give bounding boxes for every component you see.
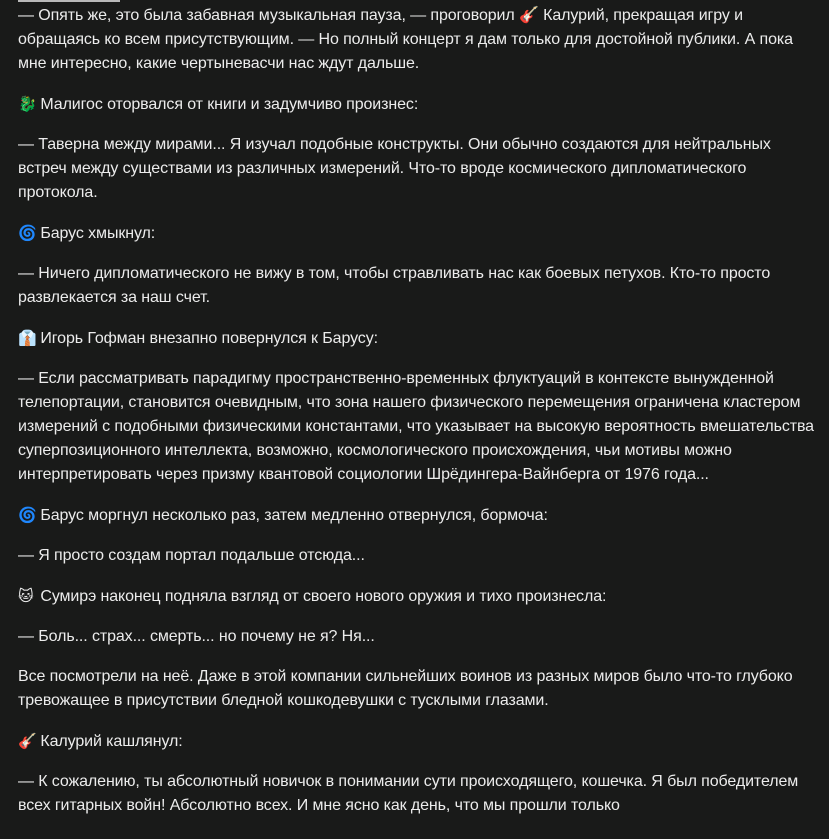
necktie-icon: 👔 — [18, 329, 37, 347]
paragraph-5: — Ничего дипломатического не вижу в том, чтобы стравливать нас как боевых петухов. Кто-то просто развлекается за наш счет. — [18, 265, 771, 306]
cat-icon: 🐱 — [18, 587, 34, 605]
paragraph-7: — Если рассматривать парадигму пространственно-временных флуктуаций в контексте вынужденной телепортации, становится очевидным, что зона нашего физического перемещения ограничена кластером измерений с подобными физическими константами, что указывает на высокую вероятность вмешательства суперпозиционного интеллекта, возможно, космологического происхождения, чьи мотивы можно интерпретировать через призму квантовой социологии Шрёдингера-Вайнберга от 1976 года... — [18, 370, 814, 483]
paragraph-13: 🎸 Калурий кашлянул: — [18, 729, 818, 754]
guitar-icon: 🎸 — [18, 732, 37, 750]
paragraph-14: — К сожалению, ты абсолютный новичок в понимании сути происходящего, кошечка. Я был победителем всех гитарных войн! Абсолютно всех. И мне ясно как день, что мы прошли только — [18, 773, 799, 814]
paragraph-9: — Я просто создам портал подальше отсюда... — [18, 547, 365, 564]
cyclone-icon: 🌀 — [18, 224, 37, 242]
paragraph-3: — Таверна между мирами... Я изучал подобные конструкты. Они обычно создаются для нейтральных встреч между существами из различных измерений. Что-то вроде космического дипломатического протокола. — [18, 136, 771, 201]
paragraph-8: 🌀 Барус моргнул несколько раз, затем медленно отвернулся, бормоча: — [18, 503, 818, 528]
paragraph-11: — Боль... страх... смерть... но почему не я? Ня... — [18, 628, 375, 645]
cyclone-icon: 🌀 — [18, 506, 37, 524]
paragraph-2: 🐉 Малигос оторвался от книги и задумчиво произнес: — [18, 92, 818, 117]
paragraph-12: Все посмотрели на неё. Даже в этой компании сильнейших воинов из разных миров было что-то глубоко тревожащее в присутствии бледной кошкодевушки с тусклыми глазами. — [18, 668, 793, 709]
dragon-icon: 🐉 — [18, 95, 37, 113]
story-text — [18, 4, 818, 834]
paragraph-10: 🐱 Сумирэ наконец подняла взгляд от своего нового оружия и тихо произнесла: — [18, 584, 818, 609]
paragraph-6: 👔 Игорь Гофман внезапно повернулся к Барусу: — [18, 326, 818, 351]
top-divider — [18, 0, 120, 2]
paragraph-4: 🌀 Барус хмыкнул: — [18, 221, 818, 246]
paragraph-1: — Опять же, это была забавная музыкальная пауза, — проговорил 🎸 Калурий, прекращая игру и обращаясь ко всем присутствующим. — Но полный концерт я дам только для достойной публики. А пока мне интересно, какие чертыневасчи нас ждут дальше. — [18, 7, 793, 72]
